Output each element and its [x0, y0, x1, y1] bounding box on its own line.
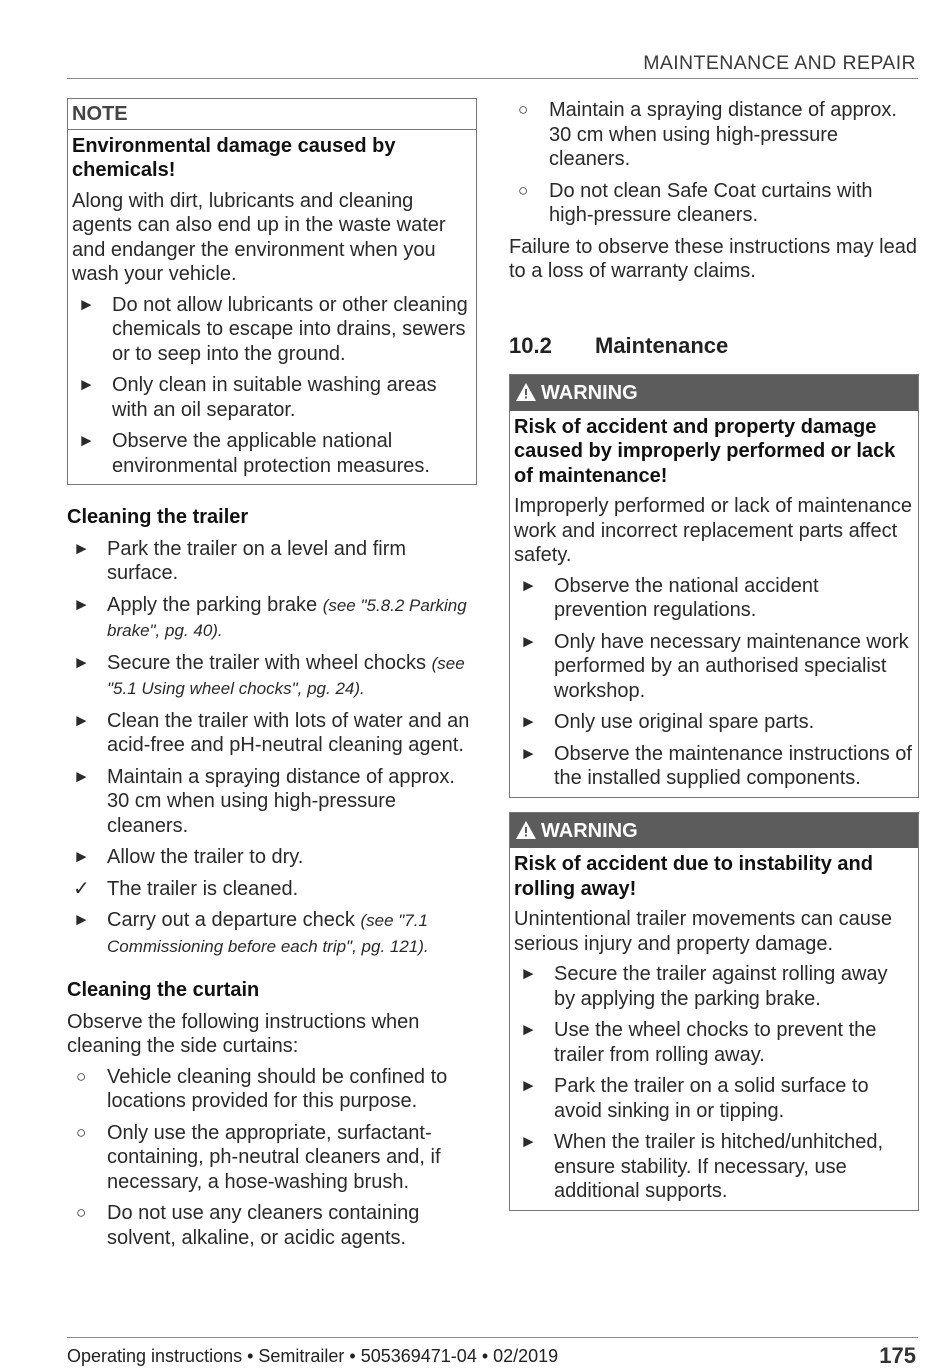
bullet-arrow-icon: ►	[520, 1076, 537, 1095]
list-item: ► Secure the trailer against rolling away by applying the parking brake.	[520, 963, 888, 1010]
warning-text: Improperly performed or lack of maintenance work and incorrect replacement parts affect safety.	[514, 495, 912, 566]
cross-reference: (see "5.1 Using wheel chocks", pg. 24).	[107, 653, 465, 698]
bullet-circle-icon: ○	[518, 100, 529, 119]
left-column	[67, 98, 477, 1257]
bullet-arrow-icon: ►	[520, 964, 537, 983]
warning-label: WARNING	[541, 382, 638, 404]
list-item: ► Observe the national accident prevention regulations.	[520, 574, 819, 621]
bullet-arrow-icon: ►	[520, 743, 537, 763]
bullet-arrow-icon: ►	[73, 652, 90, 672]
list-item: ○ Only use the appropriate, surfactant-containing, ph-neutral cleaners and, if necessary, a hose-washing brush.	[76, 1121, 441, 1193]
list-item: ► Only use original spare parts.	[520, 711, 815, 733]
cleaning-curtain-heading: Cleaning the curtain	[67, 979, 260, 1001]
cleaning-trailer-heading: Cleaning the trailer	[67, 506, 249, 528]
note-label: NOTE	[68, 99, 476, 130]
bullet-arrow-icon: ►	[73, 910, 90, 929]
section-heading	[509, 334, 919, 359]
bullet-circle-icon: ○	[518, 180, 529, 200]
list-item: ✓ The trailer is cleaned.	[73, 877, 299, 900]
list-item: ► Secure the trailer with wheel chocks (see "5.1 Using wheel chocks", pg. 24).	[73, 651, 465, 698]
page-header-title: MAINTENANCE AND REPAIR	[643, 52, 916, 74]
bullet-arrow-icon: ►	[520, 631, 537, 651]
page-number: 175	[879, 1343, 916, 1368]
cross-reference: (see "7.1 Commissioning before each trip", pg. 121).	[107, 911, 429, 956]
warning-triangle-icon	[515, 820, 537, 840]
bullet-arrow-icon: ►	[78, 431, 95, 450]
warning-header	[510, 375, 918, 411]
list-item: ► Only clean in suitable washing areas with an oil separator.	[78, 374, 437, 421]
bullet-arrow-icon: ►	[78, 294, 95, 314]
checkmark-icon: ✓	[73, 877, 90, 900]
list-item: ► Apply the parking brake (see "5.8.2 Parking brake", pg. 40).	[73, 593, 467, 640]
bullet-arrow-icon: ►	[520, 1020, 537, 1039]
bullet-arrow-icon: ►	[520, 1132, 537, 1151]
note-text: Along with dirt, lubricants and cleaning agents can also end up in the waste water and endanger the environment when you wash your vehicle.	[72, 189, 446, 285]
bullet-arrow-icon: ►	[73, 766, 90, 786]
bullet-circle-icon: ○	[76, 1122, 87, 1142]
header-divider	[67, 78, 918, 79]
warranty-note: Failure to observe these instructions may lead to a loss of warranty claims.	[509, 235, 917, 282]
note-box	[67, 98, 477, 485]
list-item: ► Observe the maintenance instructions of the installed supplied components.	[520, 742, 912, 789]
list-item: ► Do not allow lubricants or other cleaning chemicals to escape into drains, sewers or to seep into the ground.	[78, 293, 468, 365]
cleaning-curtain-intro: Observe the following instructions when cleaning the side curtains:	[67, 1010, 420, 1057]
bullet-arrow-icon: ►	[520, 712, 537, 731]
warning-triangle-icon	[515, 382, 537, 402]
bullet-arrow-icon: ►	[73, 594, 90, 614]
warning-box	[509, 374, 919, 798]
note-title: Environmental damage caused by chemicals!	[72, 134, 396, 181]
warning-title: Risk of accident and property damage caused by improperly performed or lack of maintenance!	[514, 415, 896, 487]
cross-reference: (see "5.8.2 Parking brake", pg. 40).	[107, 595, 467, 640]
section-title: Maintenance	[595, 332, 729, 358]
warning-text: Unintentional trailer movements can cause serious injury and property damage.	[514, 908, 892, 955]
list-item: ○ Vehicle cleaning should be confined to locations provided for this purpose.	[76, 1065, 448, 1112]
warning-label: WARNING	[541, 819, 638, 842]
section-number: 10.2	[509, 332, 552, 358]
bullet-circle-icon: ○	[76, 1066, 87, 1086]
list-item: ► Park the trailer on a solid surface to avoid sinking in or tipping.	[520, 1075, 869, 1122]
list-item: ► Only have necessary maintenance work performed by an authorised specialist workshop.	[520, 630, 909, 702]
bullet-arrow-icon: ►	[73, 710, 90, 730]
list-item: ► Allow the trailer to dry.	[73, 846, 304, 868]
warning-title: Risk of accident due to instability and rolling away!	[514, 853, 873, 900]
list-item: ► Maintain a spraying distance of approx. 30 cm when using high-pressure cleaners.	[73, 765, 455, 837]
warning-box	[509, 812, 919, 1211]
footer-text: Operating instructions • Semitrailer • 505369471-04 • 02/2019	[67, 1346, 559, 1366]
list-item: ► Carry out a departure check (see "7.1 Commissioning before each trip", pg. 121).	[73, 909, 429, 956]
right-column	[509, 98, 919, 1211]
list-item: ○ Do not use any cleaners containing solvent, alkaline, or acidic agents.	[76, 1202, 420, 1249]
warning-header	[510, 813, 918, 849]
footer-divider	[67, 1337, 918, 1338]
list-item: ► When the trailer is hitched/unhitched, ensure stability. If necessary, use additional supports.	[520, 1131, 884, 1202]
list-item: ► Park the trailer on a level and firm surface.	[73, 537, 407, 584]
bullet-arrow-icon: ►	[520, 575, 537, 595]
bullet-arrow-icon: ►	[73, 538, 90, 558]
list-item: ○ Maintain a spraying distance of approx. 30 cm when using high-pressure cleaners.	[518, 99, 897, 170]
bullet-arrow-icon: ►	[78, 375, 95, 394]
list-item: ○ Do not clean Safe Coat curtains with high-pressure cleaners.	[518, 179, 873, 226]
bullet-arrow-icon: ►	[73, 847, 90, 866]
bullet-circle-icon: ○	[76, 1203, 87, 1222]
list-item: ► Observe the applicable national environmental protection measures.	[78, 430, 430, 477]
list-item: ► Clean the trailer with lots of water and an acid-free and pH-neutral cleaning agent.	[73, 709, 470, 756]
list-item: ► Use the wheel chocks to prevent the trailer from rolling away.	[520, 1019, 877, 1066]
